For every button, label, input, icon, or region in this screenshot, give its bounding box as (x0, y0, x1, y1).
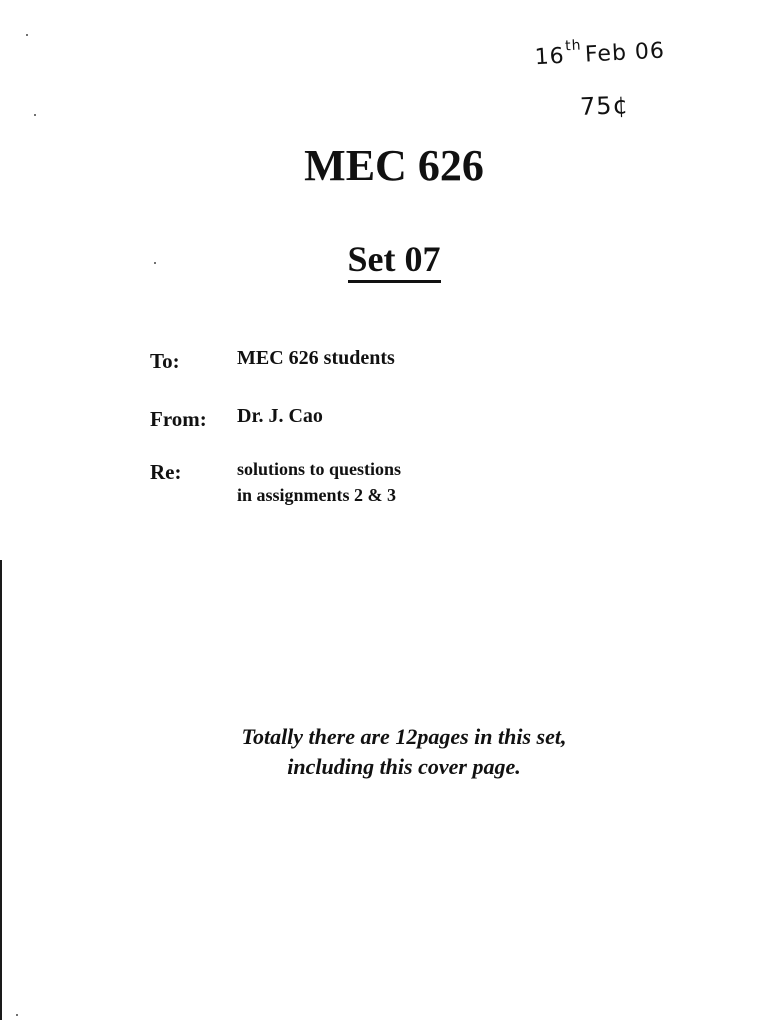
course-title: MEC 626 (304, 141, 484, 190)
scan-speck (26, 34, 28, 36)
handwritten-date-suffix: th (564, 37, 582, 55)
memo-re-value-line1: solutions to questions (237, 459, 402, 479)
memo-from-label: From: (150, 407, 207, 431)
memo-re-value-line2: in assignments 2 & 3 (237, 485, 397, 505)
scan-speck (16, 1014, 18, 1016)
set-title (0, 238, 768, 280)
scan-edge-shadow (0, 560, 2, 1020)
scan-speck (34, 114, 36, 116)
set-title-text: Set 07 (348, 239, 441, 283)
handwritten-date-rest: Feb 06 (584, 38, 666, 68)
memo-re-label: Re: (150, 460, 182, 484)
memo-from-value: Dr. J. Cao (237, 405, 323, 427)
handwritten-date (534, 37, 666, 70)
handwritten-date-day: 16 (534, 43, 566, 71)
memo-to-label: To: (150, 349, 180, 373)
page-count-line-2: including this cover page. (287, 754, 521, 779)
handwritten-price: 75¢ (579, 91, 630, 121)
memo-to-value: MEC 626 students (237, 347, 395, 369)
page-count-note (0, 722, 768, 782)
page-count-line-1: Totally there are 12pages in this set, (241, 724, 567, 749)
